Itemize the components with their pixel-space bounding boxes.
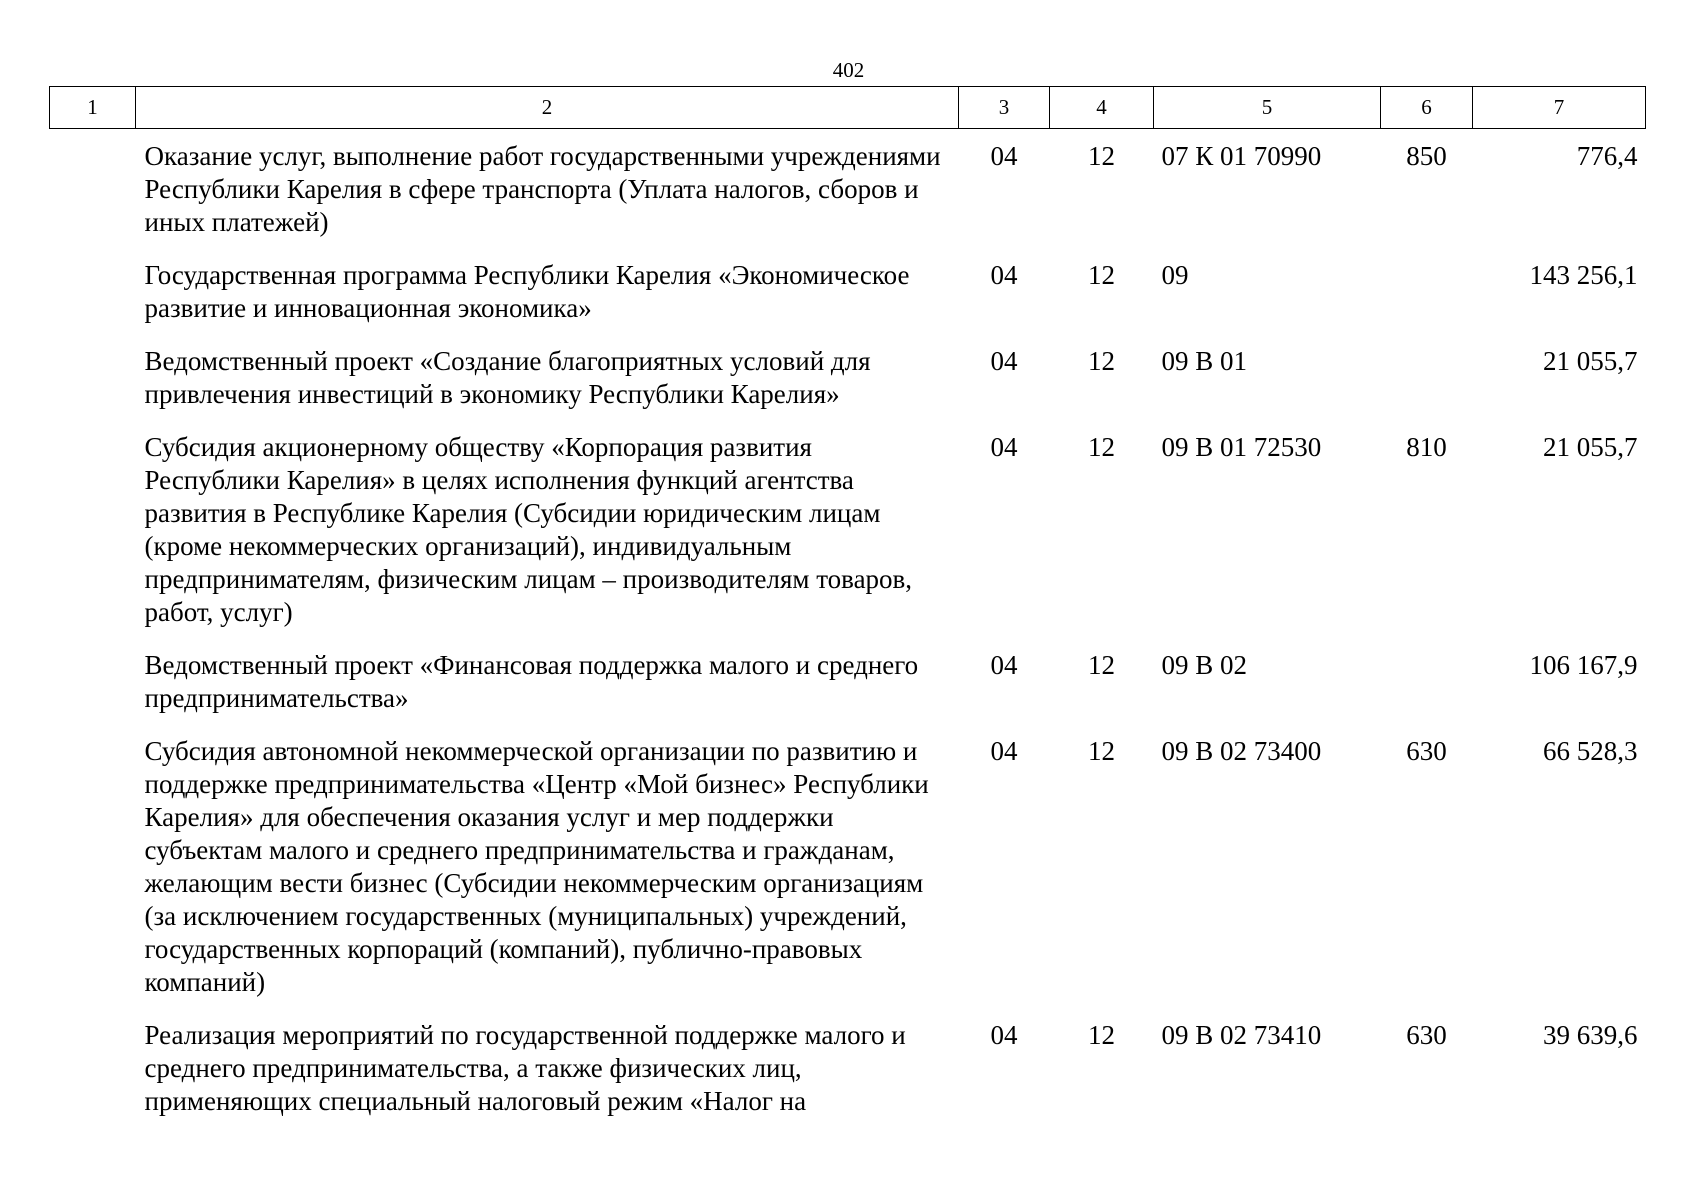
- row-name: Ведомственный проект «Финансовая поддержка малого и среднего предпринимательства»: [144, 650, 919, 713]
- header-col-5: 5: [1154, 87, 1381, 129]
- row-sum: 106 167,9: [1529, 650, 1638, 680]
- row-section: 04: [990, 346, 1018, 376]
- row-sum: 776,4: [1576, 141, 1638, 171]
- row-expense-type: 850: [1406, 141, 1447, 171]
- budget-table: [49, 86, 1646, 1128]
- row-section: 04: [990, 650, 1018, 680]
- row-expense-type: [1381, 249, 1473, 335]
- row-expense-type: 630: [1406, 736, 1447, 766]
- row-name: Реализация мероприятий по государственной поддержке малого и среднего предпринимательства, а также физических лиц, применяющих специальный налоговый режим «Налог на: [144, 1020, 906, 1116]
- row-expense-type: [1381, 639, 1473, 725]
- header-col-7: 7: [1473, 87, 1646, 129]
- table-row: [50, 725, 1646, 1009]
- header-col-2: 2: [136, 87, 959, 129]
- row-subsection: 12: [1088, 346, 1115, 376]
- row-expense-type: 630: [1406, 1020, 1447, 1050]
- row-target-code: 09 В 02 73400: [1161, 736, 1322, 766]
- table-row: [50, 335, 1646, 421]
- row-section: 04: [990, 141, 1018, 171]
- row-subsection: 12: [1088, 1020, 1115, 1050]
- row-target-code: 09: [1161, 260, 1189, 290]
- table-row: [50, 421, 1646, 639]
- row-target-code: 09 В 02 73410: [1161, 1020, 1322, 1050]
- row-subsection: 12: [1088, 650, 1115, 680]
- header-col-3: 3: [959, 87, 1050, 129]
- row-expense-type: [1381, 335, 1473, 421]
- row-sum: 66 528,3: [1543, 736, 1638, 766]
- header-col-6: 6: [1381, 87, 1473, 129]
- header-row: [50, 87, 1646, 129]
- row-section: 04: [990, 1020, 1018, 1050]
- table-header: [50, 87, 1646, 129]
- row-sum: 39 639,6: [1543, 1020, 1638, 1050]
- table-row: [50, 249, 1646, 335]
- row-name: Субсидия автономной некоммерческой организации по развитию и поддержке предпринимательства «Центр «Мой бизнес» Республики Карелия» для обеспечения оказания услуг и мер поддержки субъектам малого и среднего предпринимательства и гражданам, желающим вести бизнес (Субсидии некоммерческим организациям (за исключением государственных (муниципальных) учреждений, государственных корпораций (компаний), публично-правовых компаний): [144, 736, 929, 997]
- row-subsection: 12: [1088, 432, 1115, 462]
- table-row: [50, 129, 1646, 250]
- row-section: 04: [990, 260, 1018, 290]
- row-sum: 21 055,7: [1543, 432, 1638, 462]
- row-target-code: 07 К 01 70990: [1161, 141, 1322, 171]
- row-section: 04: [990, 736, 1018, 766]
- page-number: 402: [832, 58, 865, 82]
- row-target-code: 09 В 02: [1161, 650, 1248, 680]
- header-col-1: 1: [50, 87, 136, 129]
- row-name: Государственная программа Республики Карелия «Экономическое развитие и инновационная экономика»: [144, 260, 910, 323]
- table-row: [50, 1009, 1646, 1128]
- row-name: Оказание услуг, выполнение работ государственными учреждениями Республики Карелия в сфере транспорта (Уплата налогов, сборов и иных платежей): [144, 141, 941, 237]
- row-subsection: 12: [1088, 736, 1115, 766]
- row-subsection: 12: [1088, 141, 1115, 171]
- row-sum: 21 055,7: [1543, 346, 1638, 376]
- row-target-code: 09 В 01 72530: [1161, 432, 1322, 462]
- table-body: [50, 129, 1646, 1129]
- row-section: 04: [990, 432, 1018, 462]
- row-name: Субсидия акционерному обществу «Корпорация развития Республики Карелия» в целях исполнения функций агентства развития в Республике Карелия (Субсидии юридическим лицам (кроме некоммерческих организаций), индивидуальным предпринимателям, физическим лицам – производителям товаров, работ, услуг): [144, 432, 913, 627]
- table-row: [50, 639, 1646, 725]
- row-subsection: 12: [1088, 260, 1115, 290]
- header-col-4: 4: [1050, 87, 1154, 129]
- row-name: Ведомственный проект «Создание благоприятных условий для привлечения инвестиций в экономику Республики Карелия»: [144, 346, 871, 409]
- row-sum: 143 256,1: [1529, 260, 1638, 290]
- row-target-code: 09 В 01: [1161, 346, 1248, 376]
- row-expense-type: 810: [1406, 432, 1447, 462]
